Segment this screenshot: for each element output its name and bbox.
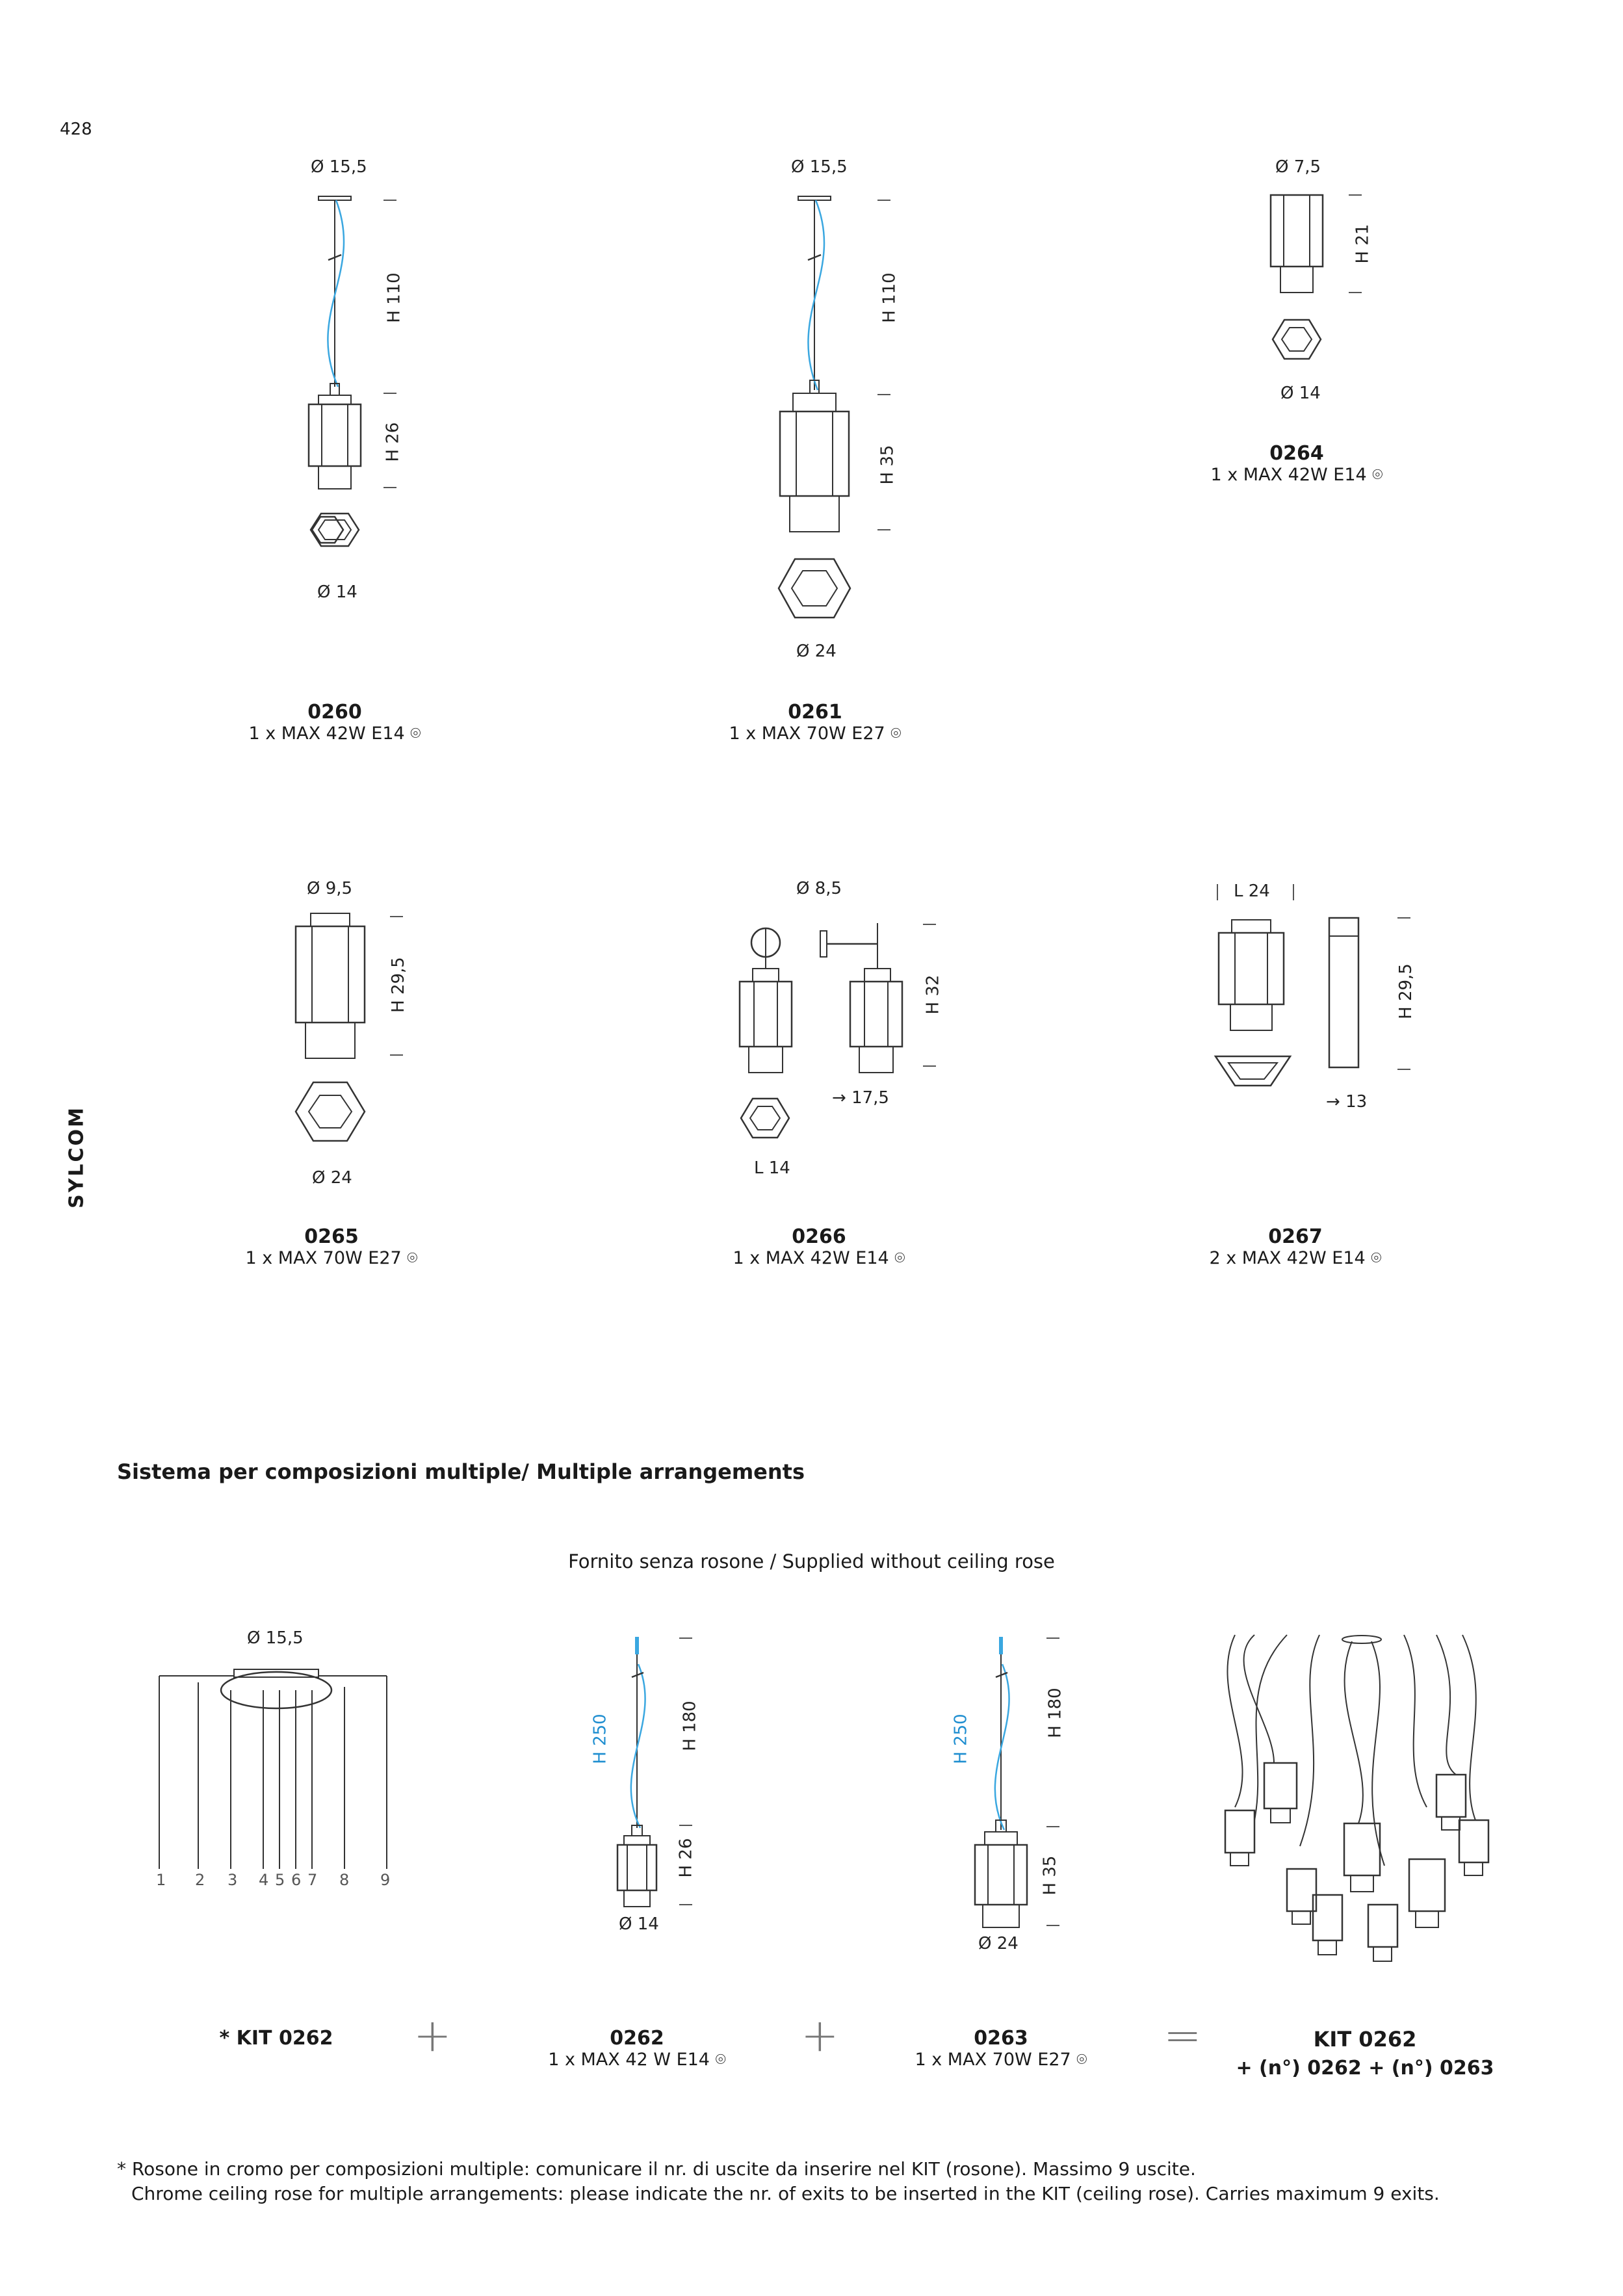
product-0261 [685, 701, 945, 744]
dim-0267-depth: → 13 [1326, 1092, 1368, 1112]
product-code: 0260 [307, 701, 362, 724]
dim-0264-bottom: Ø 14 [1280, 384, 1321, 403]
product-spec: 2 x MAX 42W E14 [1209, 1248, 1366, 1268]
arrangement-0262 [507, 2027, 767, 2070]
product-spec: 1 x MAX 42W E14 [733, 1248, 889, 1268]
dim-0261-h1: H 110 [879, 272, 900, 323]
product-0267 [1165, 1225, 1425, 1269]
product-code: 0261 [788, 701, 842, 724]
product-code: 0266 [792, 1225, 846, 1248]
product-spec: 1 x MAX 70W E27 [729, 724, 885, 744]
product-code: 0262 [610, 2027, 664, 2050]
equals-sign: = [1163, 2009, 1202, 2062]
dimmable-icon: ⌾ [1371, 1248, 1382, 1268]
dimmable-icon: ⌾ [1076, 2050, 1087, 2070]
result-formula [1209, 2027, 1521, 2080]
dimmable-icon: ⌾ [410, 724, 421, 744]
arrow-right-icon: → [832, 1088, 846, 1108]
dim-0262-h2: H 26 [676, 1838, 696, 1878]
dim-0262-total: H 250 [590, 1714, 610, 1764]
product-code: 0265 [304, 1225, 359, 1248]
product-spec: 1 x MAX 42W E14 [248, 724, 405, 744]
product-0260 [205, 701, 465, 744]
brand-label: SYLCOM [65, 1106, 88, 1208]
dim-0267-h1: H 29,5 [1396, 963, 1416, 1019]
section-note: Fornito senza rosone / Supplied without ceiling rose [568, 1550, 1055, 1572]
product-spec: 1 x MAX 42 W E14 [548, 2050, 710, 2070]
drawing-0260 [309, 196, 396, 546]
dimmable-icon: ⌾ [715, 2050, 726, 2070]
product-spec: 1 x MAX 42W E14 [1210, 465, 1367, 485]
dim-0266-depth: → 17,5 [832, 1088, 889, 1108]
dim-0260-top: Ø 15,5 [311, 157, 367, 177]
dim-0261-bottom: Ø 24 [796, 642, 837, 661]
product-0266 [689, 1225, 949, 1269]
plus-sign: + [413, 2009, 452, 2062]
dim-0263-h2: H 35 [1040, 1855, 1060, 1896]
arrangement-0263 [871, 2027, 1131, 2070]
page-number: 428 [60, 120, 92, 139]
footnote-line-1: * Rosone in cromo per composizioni multiple: comunicare il nr. di uscite da inserire nel KIT (rosone). Massimo 9 uscite. [117, 2158, 1196, 2180]
result-line-2: + (n°) 0262 + (n°) 0263 [1236, 2057, 1494, 2080]
dim-0264-h1: H 21 [1353, 224, 1373, 264]
dim-0262-bottom: Ø 14 [619, 1914, 659, 1934]
drawing-0267 [1215, 884, 1410, 1086]
dim-0260-bottom: Ø 14 [317, 582, 357, 602]
arrow-right-icon: → [1326, 1092, 1340, 1112]
drawing-0264 [1271, 195, 1362, 359]
product-0264 [1167, 442, 1427, 486]
dim-0266-h1: H 32 [923, 974, 943, 1015]
dimmable-icon: ⌾ [890, 724, 902, 744]
section-title: Sistema per composizioni multiple/ Multiple arrangements [117, 1459, 805, 1484]
result-line-1: KIT 0262 [1313, 2027, 1417, 2052]
dim-0265-bottom: Ø 24 [312, 1168, 352, 1188]
drawing-0261 [779, 196, 890, 618]
kit-code: * KIT 0262 [219, 2027, 333, 2050]
plus-sign: + [801, 2009, 839, 2062]
dim-0263-bottom: Ø 24 [978, 1934, 1019, 1953]
footnote [117, 2157, 1440, 2206]
dim-0267-top: L 24 [1234, 881, 1270, 901]
drawing-0265 [296, 913, 403, 1141]
dimmable-icon: ⌾ [407, 1248, 418, 1268]
dim-0264-top: Ø 7,5 [1275, 157, 1321, 177]
dim-0265-top: Ø 9,5 [307, 879, 353, 898]
dim-0263-h1: H 180 [1045, 1688, 1065, 1738]
dimmable-icon: ⌾ [1372, 465, 1383, 485]
product-code: 0264 [1269, 442, 1324, 465]
dim-0263-total: H 250 [951, 1714, 971, 1764]
dim-0260-h1: H 110 [384, 272, 404, 323]
dim-kit-rose: Ø 15,5 [247, 1628, 304, 1648]
product-code: 0263 [974, 2027, 1028, 2050]
footnote-line-2: Chrome ceiling rose for multiple arrangements: please indicate the nr. of exits to be inserted in the KIT (ceiling rose). Carries maximum 9 exits. [131, 2182, 1440, 2204]
dimmable-icon: ⌾ [894, 1248, 905, 1268]
product-code: 0267 [1268, 1225, 1323, 1248]
dim-0261-top: Ø 15,5 [791, 157, 848, 177]
drawing-composition [1225, 1635, 1488, 1961]
dim-0262-h1: H 180 [680, 1701, 700, 1751]
dim-0266-bottom: L 14 [754, 1158, 790, 1178]
dim-0260-h2: H 26 [383, 422, 403, 462]
dim-0266-top: Ø 8,5 [796, 879, 842, 898]
product-spec: 1 x MAX 70W E27 [915, 2050, 1071, 2070]
product-spec: 1 x MAX 70W E27 [245, 1248, 402, 1268]
dim-0261-h2: H 35 [877, 445, 898, 485]
drawing-kit-rose [159, 1669, 387, 1869]
product-0265 [201, 1225, 461, 1269]
dim-0265-h1: H 29,5 [388, 957, 408, 1013]
